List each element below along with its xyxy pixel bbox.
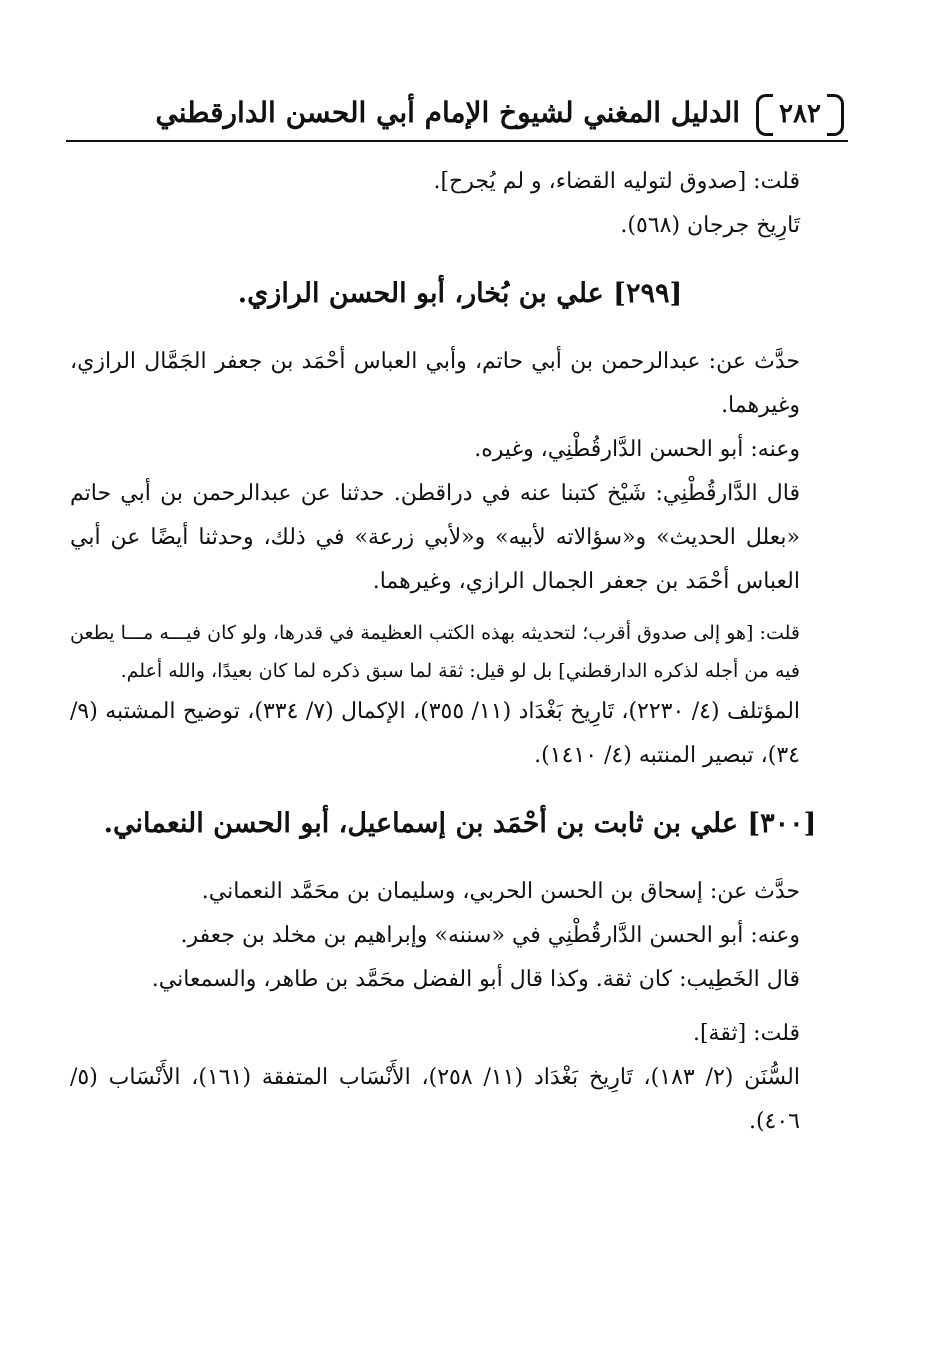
bracket-left-icon (756, 94, 773, 136)
entry-300-title: [٣٠٠] علي بن ثابت بن أحْمَد بن إسماعيل، أبو الحسن النعماني. (103, 808, 817, 839)
running-title: الدليل المغني لشيوخ الإمام أبي الحسن الدارقطني (155, 96, 740, 129)
entry-299-students: وعنه: أبو الحسن الدَّارقُطْنِي، وغيره. (474, 437, 800, 462)
page-number: ٢٨٢ (779, 99, 821, 129)
entry-300-students: وعنه: أبو الحسن الدَّارقُطْنِي في «سننه» وإبراهيم بن مخلد بن جعفر. (180, 923, 800, 948)
entry-299-daraqutni-quote: قال الدَّارقُطْنِي: شَيْخ كتبنا عنه في دراقطن. حدثنا عن عبدالرحمن بن أبي حاتم «بعلل الحديث» و«سؤالاته لأبيه» و«لأبي زرعة» في ذلك، وحدثنا أيضًا عن أبي العباس أحْمَد بن جعفر الجمال الرازي، وغيرهما. (70, 481, 800, 594)
bracket-right-icon (827, 94, 844, 136)
page-number-box (752, 92, 848, 136)
entry-299-sources: المؤتلف (٤/ ٢٢٣٠)، تَارِيخ بَغْدَاد (١١/ ٣٥٥)، الإكمال (٧/ ٣٣٤)، توضيح المشتبه (٩/ ٣٤)، تبصير المنتبه (٤/ ١٤١٠). (70, 699, 801, 768)
page-body (70, 160, 850, 1144)
entry-300-verdict: قلت: [ثقة]. (692, 1021, 800, 1046)
prev-verdict: قلت: [صدوق لتوليه القضاء، و لم يُجرح]. (433, 169, 800, 194)
entry-300-khatib-quote: قال الخَطِيب: كان ثقة. وكذا قال أبو الفضل محَمَّد بن طاهر، والسمعاني. (151, 967, 800, 992)
entry-300-sources: السُّنَن (٢/ ١٨٣)، تَارِيخ بَغْدَاد (١١/ ٢٥٨)، الأَنْسَاب المتفقة (١٦١)، الأَنْسَاب (٥/ ٤٠٦). (70, 1065, 800, 1134)
prev-source: تَارِيخ جرجان (٥٦٨). (620, 213, 800, 238)
entry-300-teachers: حدَّث عن: إسحاق بن الحسن الحربي، وسليمان بن محَمَّد النعماني. (201, 879, 800, 904)
page-header (66, 92, 848, 142)
entry-299-verdict: قلت: [هو إلى صدوق أقرب؛ لتحديثه بهذه الكتب العظيمة في قدرها، ولو كان فيـــه مـــا يطعن فيه من أجله لذكره الدارقطني] بل لو قيل: ثقة لما سبق ذكره لما كان بعيدًا، والله أعلم. (70, 622, 800, 682)
header-rule (66, 140, 848, 142)
entry-299-teachers: حدَّث عن: عبدالرحمن بن أبي حاتم، وأبي العباس أحْمَد بن جعفر الجَمَّال الرازي، وغيرهما. (70, 349, 800, 418)
entry-299-title: [٢٩٩] علي بن بُخار، أبو الحسن الرازي. (237, 278, 683, 309)
